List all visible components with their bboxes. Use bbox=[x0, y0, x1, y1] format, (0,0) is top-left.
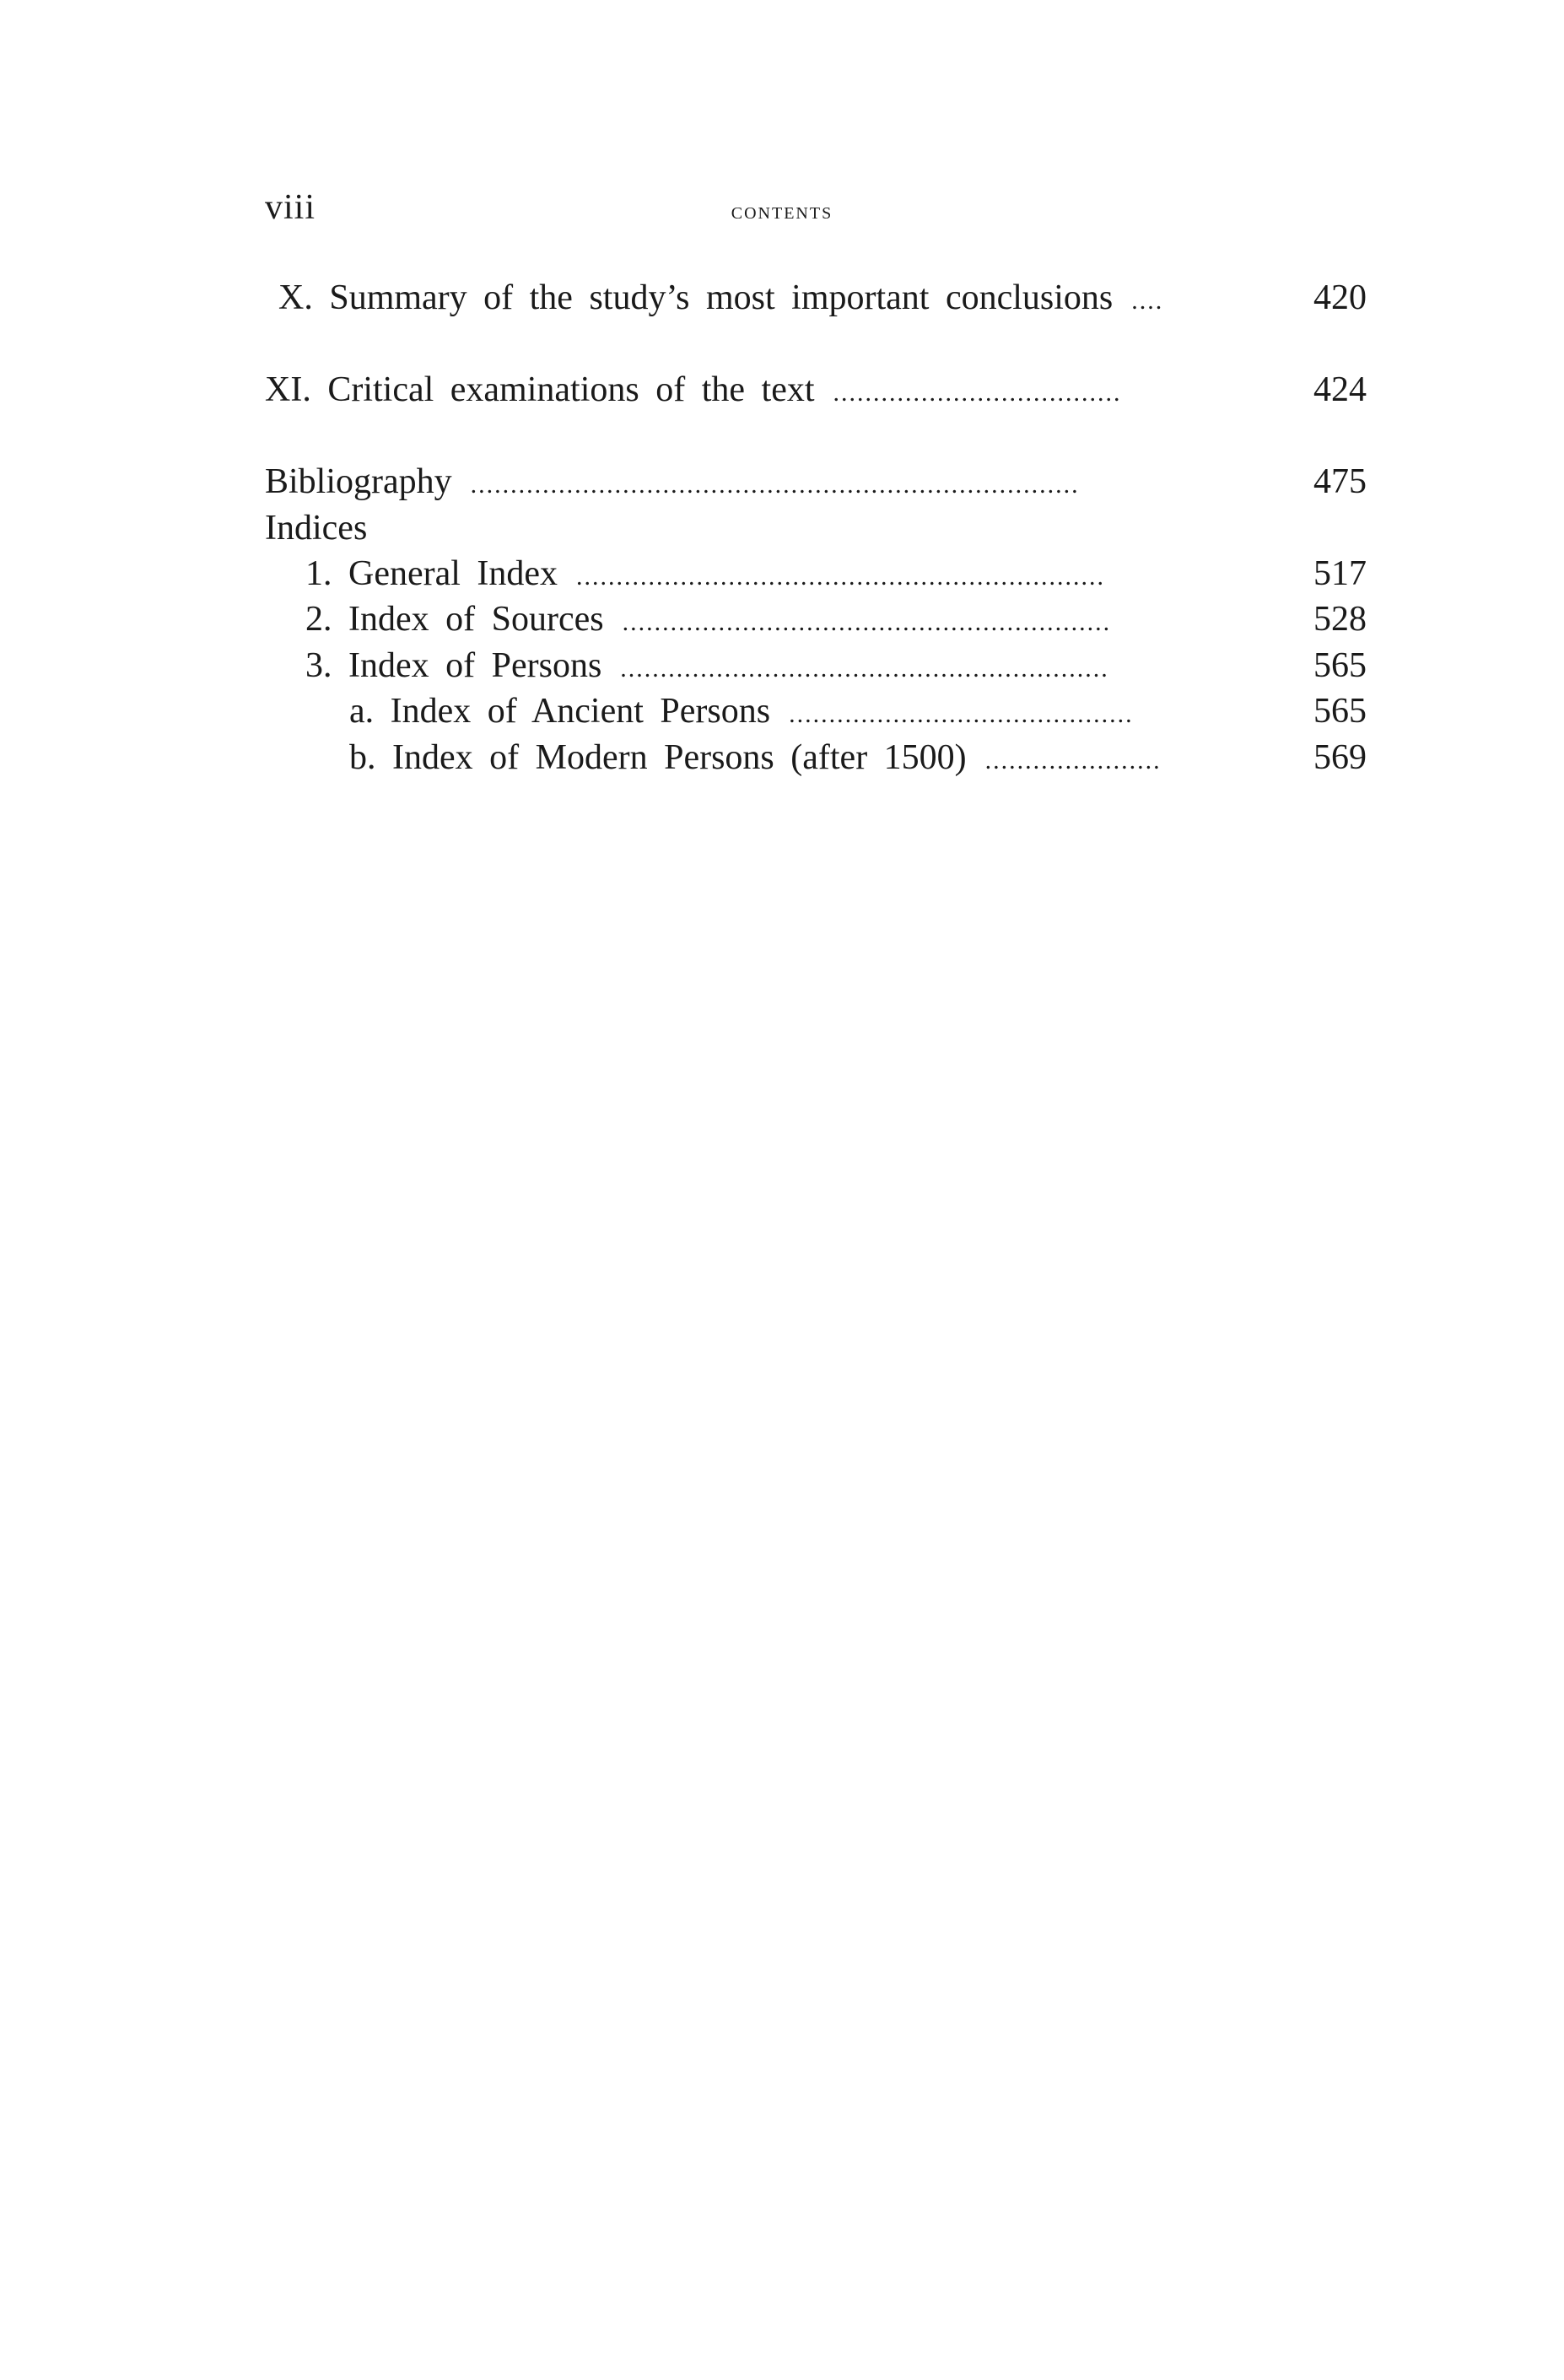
toc-entry-leader: ............................................................. bbox=[622, 608, 1112, 636]
toc-entry bbox=[265, 688, 1367, 735]
running-head: contents bbox=[731, 197, 833, 224]
toc-entry-leader: .... bbox=[1131, 287, 1164, 315]
toc-entry-label: Indices bbox=[265, 509, 368, 548]
toc-entry bbox=[265, 274, 1367, 321]
page-number: viii bbox=[265, 188, 316, 227]
toc-entry bbox=[265, 642, 1367, 689]
toc-entry-page: 517 bbox=[1313, 554, 1367, 593]
toc-entry-page: 565 bbox=[1313, 692, 1367, 731]
toc-entry-label: 3. Index of Persons bbox=[305, 646, 602, 685]
toc-entry-page: 565 bbox=[1313, 646, 1367, 685]
toc-entry-label: b. Index of Modern Persons (after 1500) bbox=[349, 738, 967, 777]
toc-entry-label: 2. Index of Sources bbox=[305, 600, 604, 639]
toc-entry-leader: ............................................................................ bbox=[470, 471, 1080, 499]
toc-entry bbox=[265, 505, 1367, 552]
toc-entry-leader: .................................... bbox=[833, 379, 1122, 407]
toc-entry-label: a. Index of Ancient Persons bbox=[349, 692, 771, 731]
toc-entry-label: Bibliography bbox=[265, 462, 452, 501]
toc-entry-label: XI. Critical examinations of the text bbox=[265, 370, 815, 409]
toc-entry-page: 528 bbox=[1313, 600, 1367, 639]
toc-entry-leader: .................................................................. bbox=[576, 563, 1106, 591]
toc-entry-leader: ........................................... bbox=[789, 700, 1134, 728]
toc-entry-page: 569 bbox=[1313, 738, 1367, 777]
toc-entry bbox=[265, 458, 1367, 505]
toc-entry-label: 1. General Index bbox=[305, 554, 558, 593]
toc-entry bbox=[265, 734, 1367, 781]
toc-entry bbox=[265, 366, 1367, 413]
toc-entry-page: 475 bbox=[1313, 462, 1367, 501]
toc-entry-leader: ...................... bbox=[984, 747, 1162, 774]
toc-entry-page: 424 bbox=[1313, 370, 1367, 409]
toc-entry-page: 420 bbox=[1313, 278, 1367, 317]
toc-entry-label: X. Summary of the study’s most important conclusions bbox=[278, 278, 1114, 317]
toc-entry bbox=[265, 550, 1367, 597]
toc-entry-leader: ............................................................. bbox=[620, 655, 1109, 683]
toc-entry bbox=[265, 596, 1367, 643]
